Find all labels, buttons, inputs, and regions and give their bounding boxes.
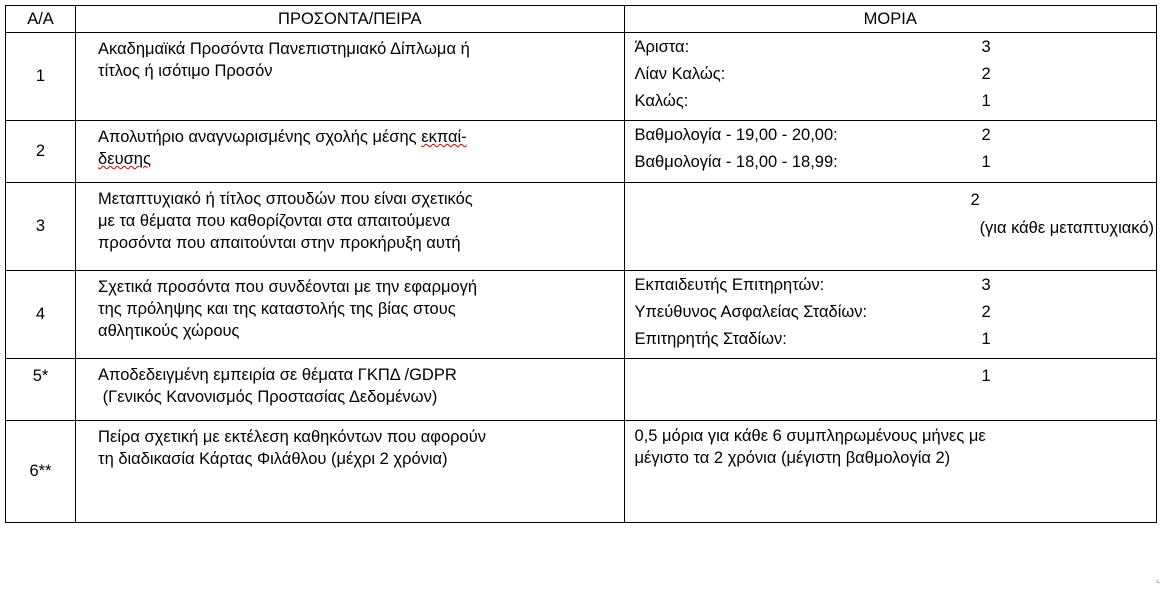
moria-note: (για κάθε μεταπτυχιακό) <box>979 219 1154 237</box>
moria-value: 1 <box>981 367 991 385</box>
table-row <box>6 33 1157 121</box>
header-row <box>6 6 1157 33</box>
spellcheck-word: εκπαί- <box>421 128 467 146</box>
row-moria <box>624 33 1156 121</box>
table-row <box>6 271 1157 359</box>
moria-line: Καλώς: 1 <box>634 92 991 110</box>
moria-line: Βαθμολογία - 18,00 - 18,99: 1 <box>634 153 991 171</box>
table-row <box>6 121 1157 183</box>
row-number: 3 <box>6 183 76 271</box>
spellcheck-word: δευσης <box>98 150 151 168</box>
row-moria <box>624 271 1156 359</box>
moria-line: Βαθμολογία - 19,00 - 20,00: 2 <box>634 126 991 144</box>
row-number: 4 <box>6 271 76 359</box>
row-number: 5* <box>6 359 76 421</box>
table-row <box>6 183 1157 271</box>
row-description: Απολυτήριο αναγνωρισμένης σχολής μέσης εκπαί- δευσης <box>76 121 624 183</box>
corner-mark: ⌞ <box>1156 574 1161 584</box>
row-number: 6** <box>6 421 76 523</box>
row-description: Σχετικά προσόντα που συνδέονται με την εφαρμογή της πρόληψης και της καταστολής της βίας στους αθλητικούς χώρους <box>76 271 624 359</box>
moria-line: Άριστα: 3 <box>634 38 991 56</box>
row-moria <box>624 359 1156 421</box>
row-number: 2 <box>6 121 76 183</box>
moria-line: Εκπαιδευτής Επιτηρητών: 3 <box>634 276 991 294</box>
row-moria: 0,5 μόρια για κάθε 6 συμπληρωμένους μήνες με μέγιστο τα 2 χρόνια (μέγιστη βαθμολογία 2) <box>624 421 1156 523</box>
table-row <box>6 421 1157 523</box>
table-row <box>6 359 1157 421</box>
row-description: Πείρα σχετική με εκτέλεση καθηκόντων που αφορούν τη διαδικασία Κάρτας Φιλάθλου (μέχρι 2 χρόνια) <box>76 421 624 523</box>
row-description: Ακαδημαϊκά Προσόντα Πανεπιστημιακό Δίπλωμα ή τίτλος ή ισότιμο Προσόν <box>76 33 624 121</box>
header-prosonta: ΠΡΟΣΟΝΤΑ/ΠΕΙΡΑ <box>76 6 624 33</box>
qualifications-table <box>5 5 1157 523</box>
moria-line: Υπεύθυνος Ασφαλείας Σταδίων: 2 <box>634 303 991 321</box>
row-number: 1 <box>6 33 76 121</box>
moria-line: Λίαν Καλώς: 2 <box>634 65 991 83</box>
row-description: Αποδεδειγμένη εμπειρία σε θέματα ΓΚΠΔ /GDPR (Γενικός Κανονισμός Προστασίας Δεδομένων) <box>76 359 624 421</box>
moria-line: Επιτηρητής Σταδίων: 1 <box>634 330 991 348</box>
moria-value: 2 <box>970 191 980 209</box>
row-moria <box>624 183 1156 271</box>
row-description: Μεταπτυχιακό ή τίτλος σπουδών που είναι σχετικός με τα θέματα που καθορίζονται στα απαιτούμενα προσόντα που απαιτούνται στην προκήρυξη αυτή <box>76 183 624 271</box>
header-moria: ΜΟΡΙΑ <box>624 6 1156 33</box>
row-moria <box>624 121 1156 183</box>
header-aa: Α/Α <box>6 6 76 33</box>
